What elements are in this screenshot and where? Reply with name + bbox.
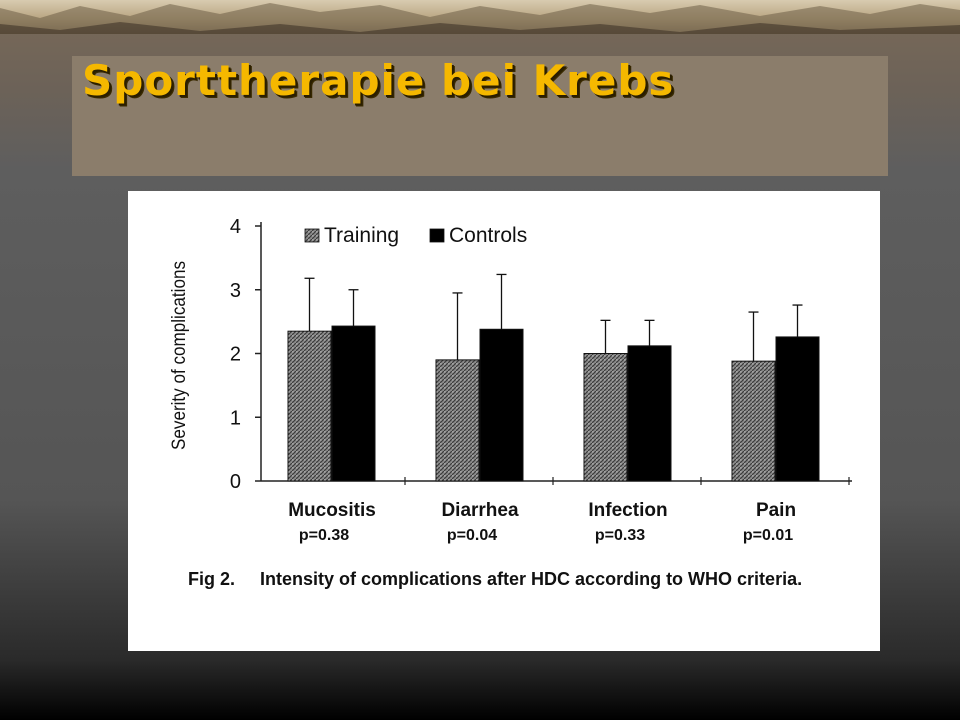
y-tick-label: 2 — [229, 343, 241, 366]
y-tick-label: 4 — [229, 216, 241, 238]
x-category-label: Infection — [588, 500, 668, 521]
figure-panel — [128, 191, 880, 651]
x-category-label: Pain — [755, 500, 797, 521]
bar-controls-diarrhea — [480, 329, 523, 481]
bar-controls-pain — [776, 337, 819, 481]
slide-title: Sporttherapie bei Krebs — [82, 56, 675, 105]
legend-swatch-controls — [430, 229, 444, 242]
legend-label-controls: Controls — [449, 224, 528, 247]
decorative-parchment-banner — [0, 0, 960, 34]
bar-training-infection — [584, 354, 627, 482]
caption-text: Intensity of complications after HDC according to WHO criteria. — [260, 569, 803, 589]
p-value-label: p=0.04 — [446, 527, 498, 544]
p-value-label: p=0.38 — [298, 527, 350, 544]
bar-training-diarrhea — [436, 360, 479, 481]
y-tick-label: 0 — [229, 471, 241, 493]
y-tick-label: 3 — [229, 279, 241, 302]
legend-label-training: Training — [324, 224, 400, 247]
bar-training-pain — [732, 361, 775, 481]
bar-training-mucositis — [288, 331, 331, 481]
bar-controls-mucositis — [332, 326, 375, 481]
p-value-label: p=0.01 — [742, 527, 794, 544]
bar-chart — [128, 191, 880, 561]
legend-swatch-training — [305, 229, 319, 242]
p-value-label: p=0.33 — [594, 527, 646, 544]
x-category-label: Diarrhea — [441, 500, 519, 521]
x-category-label: Mucositis — [288, 500, 376, 521]
y-axis-label: Severity of complications — [168, 260, 190, 451]
caption-fig-label: Fig 2. — [188, 569, 236, 589]
figure-caption — [158, 567, 858, 591]
y-tick-label: 1 — [229, 407, 241, 430]
bar-controls-infection — [628, 346, 671, 481]
